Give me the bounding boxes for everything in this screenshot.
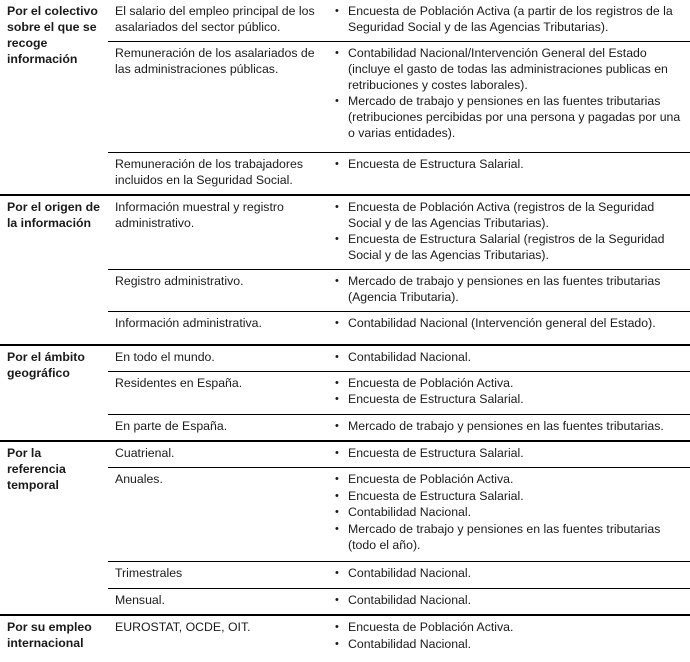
source-list-item: • Encuesta de Estructura Salarial. — [334, 446, 683, 462]
concept-label: Residentes en España. — [115, 375, 243, 390]
sources-list — [334, 274, 683, 306]
source-list-item: • Encuesta de Población Activa. — [334, 620, 683, 636]
sources-cell — [327, 345, 690, 371]
sources-cell — [327, 441, 690, 468]
sources-list — [334, 419, 683, 435]
sources-list — [334, 472, 683, 553]
concept-cell — [108, 345, 327, 371]
source-list-item: • Encuesta de Estructura Salarial. — [334, 392, 683, 408]
sources-cell — [327, 0, 690, 41]
concept-label: En parte de España. — [115, 418, 228, 433]
concept-label: Mensual. — [115, 593, 165, 608]
sources-cell — [327, 312, 690, 345]
sources-list — [334, 376, 683, 408]
row-category-label: Por el ámbito geográfico — [7, 349, 85, 380]
concept-label: Cuatrienal. — [115, 445, 175, 460]
sources-cell — [327, 41, 690, 152]
source-list-item: • Encuesta de Población Activa. — [334, 376, 683, 392]
row-category-cell — [0, 0, 108, 195]
concept-cell — [108, 195, 327, 270]
concept-label: Información administrativa. — [115, 316, 262, 331]
row-category-label: Por el origen de la información — [7, 199, 100, 230]
concept-label: Remuneración de los trabajadores incluidos en la Seguridad Social. — [115, 156, 303, 187]
sources-cell — [327, 562, 690, 589]
sources-cell — [327, 371, 690, 414]
sources-list — [334, 593, 683, 609]
source-list-item: • Contabilidad Nacional. — [334, 505, 683, 521]
source-list-item: • Contabilidad Nacional. — [334, 637, 683, 653]
concept-cell — [108, 562, 327, 589]
source-list-item: • Encuesta de Estructura Salarial. — [334, 157, 683, 173]
row-category-cell — [0, 441, 108, 615]
row-category-cell — [0, 615, 108, 662]
sources-list — [334, 620, 683, 652]
concept-cell — [108, 270, 327, 312]
sources-list — [334, 350, 683, 366]
source-list-item: • Mercado de trabajo y pensiones en las fuentes tributarias (retribuciones percibidas por una persona y pagadas por una o varias entidades). — [334, 94, 683, 142]
concept-label: Anuales. — [115, 472, 163, 487]
concept-label: En todo el mundo. — [115, 349, 215, 364]
sources-cell — [327, 468, 690, 562]
source-list-item: • Encuesta de Estructura Salarial. — [334, 489, 683, 505]
table-row — [0, 195, 690, 270]
sources-cell — [327, 270, 690, 312]
source-list-item: • Mercado de trabajo y pensiones en las fuentes tributarias. — [334, 419, 683, 435]
source-list-item: • Contabilidad Nacional (Intervención general del Estado). — [334, 316, 683, 332]
concept-label: Remuneración de los asalariados de las administraciones públicas. — [115, 45, 315, 76]
sources-list — [334, 566, 683, 582]
sources-list — [334, 446, 683, 462]
concept-cell — [108, 589, 327, 615]
row-category-label: Por su empleo internacional — [7, 620, 92, 651]
concept-cell — [108, 371, 327, 414]
sources-cell — [327, 589, 690, 615]
sources-cell — [327, 615, 690, 662]
concept-cell — [108, 312, 327, 345]
concept-label: Registro administrativo. — [115, 274, 244, 289]
source-list-item: • Contabilidad Nacional/Intervención General del Estado (incluye el gasto de todas las administraciones publicas en retribuciones y costes laborales). — [334, 46, 683, 94]
source-list-item: • Encuesta de Población Activa (a partir de los registros de la Seguridad Social y de las Agencias Tributarias). — [334, 4, 683, 36]
concept-cell — [108, 152, 327, 194]
concept-label: El salario del empleo principal de los asalariados del sector público. — [115, 4, 315, 34]
sources-list — [334, 4, 683, 36]
sources-cell — [327, 195, 690, 270]
source-list-item: • Encuesta de Estructura Salarial (registros de la Seguridad Social y de las Agencias Tributarias). — [334, 232, 683, 264]
table-row — [0, 0, 690, 41]
sources-list — [334, 316, 683, 332]
sources-list — [334, 157, 683, 173]
source-list-item: • Contabilidad Nacional. — [334, 350, 683, 366]
source-list-item: • Encuesta de Población Activa (registros de la Seguridad Social y de las Agencias Tributarias). — [334, 200, 683, 232]
row-category-cell — [0, 195, 108, 345]
concept-cell — [108, 441, 327, 468]
source-list-item: • Contabilidad Nacional. — [334, 593, 683, 609]
source-list-item: • Contabilidad Nacional. — [334, 566, 683, 582]
table-row — [0, 441, 690, 468]
source-list-item: • Mercado de trabajo y pensiones en las fuentes tributarias (Agencia Tributaria). — [334, 274, 683, 306]
table-row — [0, 615, 690, 662]
concept-label: EUROSTAT, OCDE, OIT. — [115, 620, 251, 635]
sources-cell — [327, 152, 690, 194]
concept-label: Información muestral y registro administrativo. — [115, 199, 284, 230]
concept-cell — [108, 0, 327, 41]
sources-list — [334, 200, 683, 264]
table-row — [0, 345, 690, 371]
source-list-item: • Encuesta de Población Activa. — [334, 472, 683, 488]
sources-cell — [327, 414, 690, 440]
sources-list — [334, 46, 683, 142]
concept-cell — [108, 468, 327, 562]
concept-cell — [108, 414, 327, 440]
source-list-item: • Mercado de trabajo y pensiones en las fuentes tributarias (todo el año). — [334, 522, 683, 554]
concept-cell — [108, 41, 327, 152]
concept-label: Trimestrales — [115, 566, 183, 581]
row-category-label: Por la referencia temporal — [7, 445, 66, 492]
row-category-label: Por el colectivo sobre el que se recoge información — [7, 4, 98, 66]
concept-cell — [108, 615, 327, 662]
row-category-cell — [0, 345, 108, 441]
